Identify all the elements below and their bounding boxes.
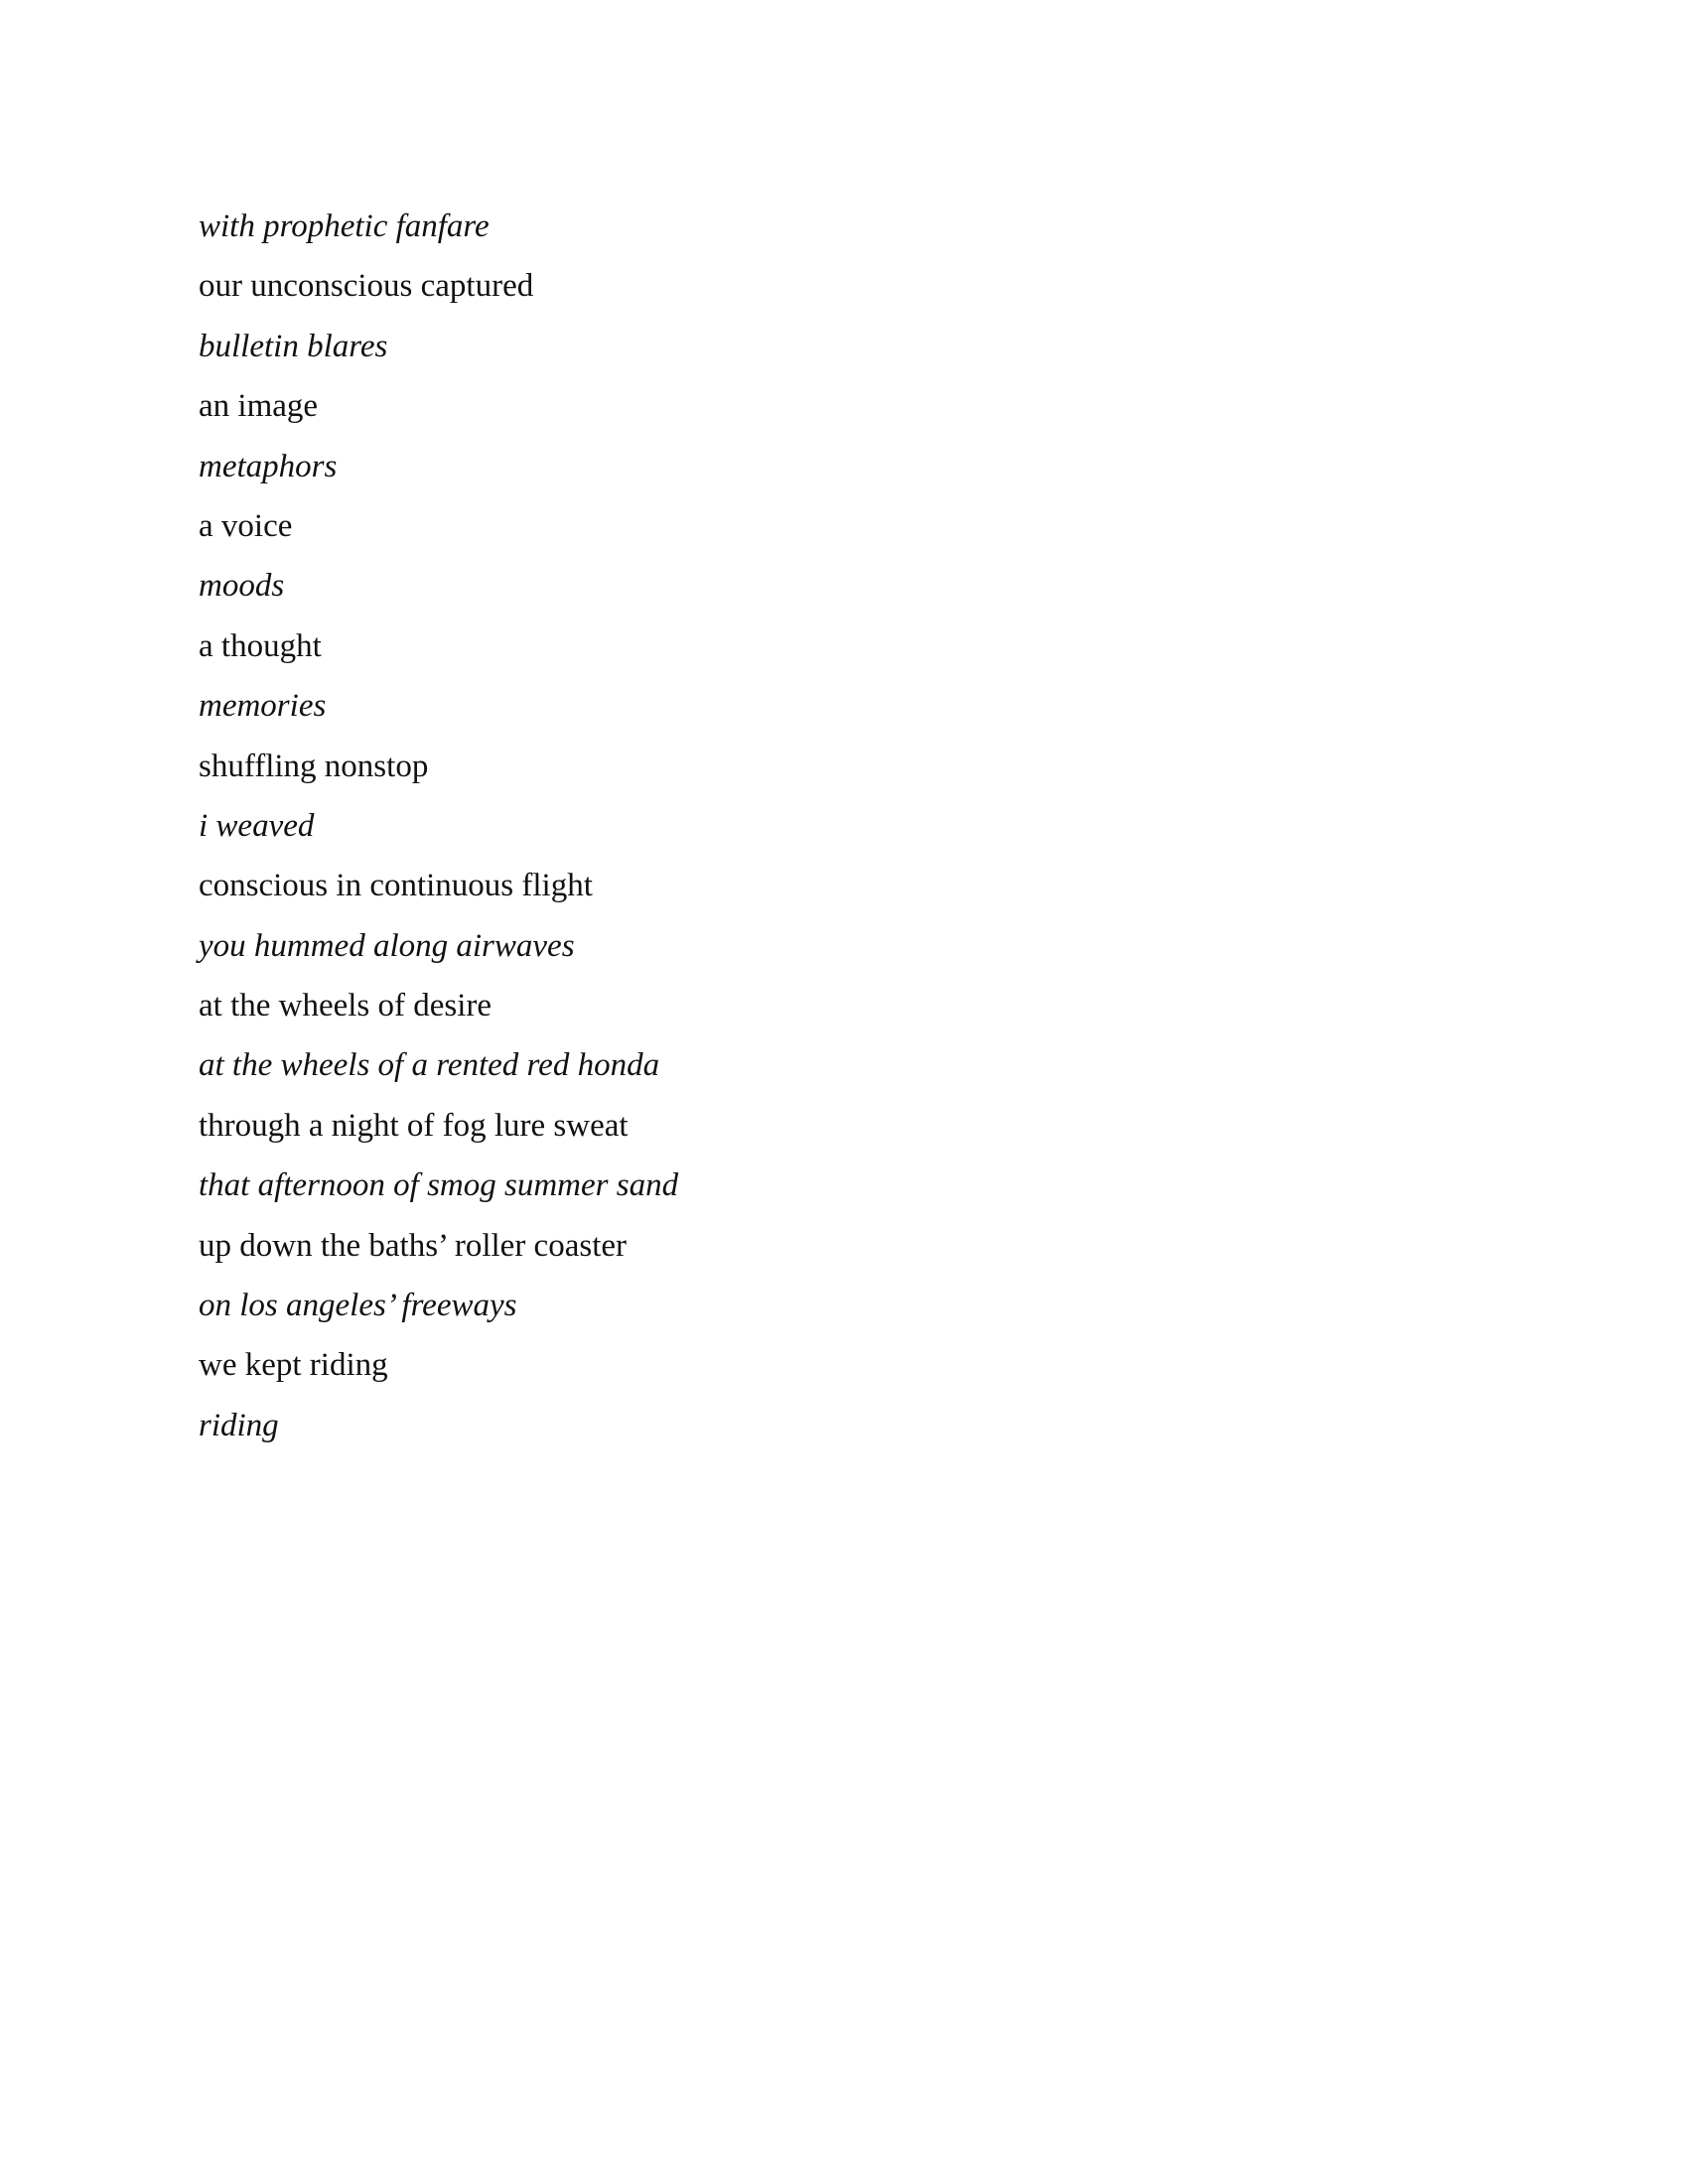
poem-line: memories (199, 688, 327, 725)
poem-line: with prophetic fanfare (199, 208, 490, 244)
poem-line: moods (199, 568, 285, 605)
poem-line: that afternoon of smog summer sand (199, 1167, 679, 1204)
poem-line: shuffling nonstop (199, 748, 429, 784)
poem-line: i weaved (199, 807, 315, 844)
poem-line: metaphors (199, 448, 338, 484)
poem-line: at the wheels of a rented red honda (199, 1047, 660, 1084)
poem-line: on los angeles’ freeways (199, 1288, 517, 1324)
poem-line: you hummed along airwaves (199, 927, 575, 964)
poem-line: up down the baths’ roller coaster (199, 1227, 627, 1264)
poem-line: a voice (199, 507, 293, 544)
poem-line: through a night of fog lure sweat (199, 1107, 629, 1144)
poem-line: our unconscious captured (199, 268, 534, 305)
poem-line: bulletin blares (199, 328, 388, 364)
poem-line: at the wheels of desire (199, 988, 492, 1024)
poem-line: riding (199, 1407, 279, 1443)
poem-line: we kept riding (199, 1347, 388, 1384)
poem-line: an image (199, 388, 319, 425)
poem-line: conscious in continuous flight (199, 868, 593, 904)
poem-body (199, 197, 1489, 1455)
poem-line: a thought (199, 627, 322, 664)
